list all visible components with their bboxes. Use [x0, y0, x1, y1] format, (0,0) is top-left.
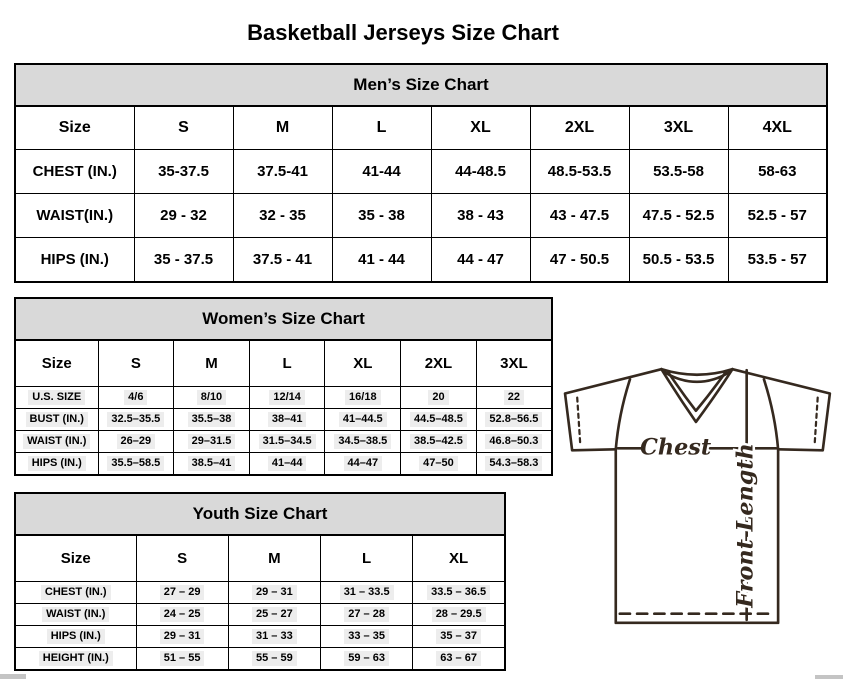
- cell-text: 63 – 67: [436, 651, 481, 666]
- size-value: [136, 582, 228, 604]
- size-value: [174, 431, 250, 453]
- youth-size-chart: [14, 492, 506, 671]
- cell-text: HIPS (IN.): [47, 629, 105, 644]
- row-label: CHEST (IN.): [15, 150, 134, 194]
- column-header: 2XL: [530, 106, 629, 150]
- cell-text: 27 – 29: [160, 585, 205, 600]
- size-value: [174, 409, 250, 431]
- size-value: 53.5 - 57: [728, 238, 827, 283]
- size-value: 52.5 - 57: [728, 194, 827, 238]
- size-value: [321, 648, 413, 671]
- size-value: 38 - 43: [431, 194, 530, 238]
- table-row: [15, 431, 552, 453]
- column-header: XL: [325, 340, 401, 387]
- cell-text: 31.5–34.5: [259, 434, 316, 449]
- cell-text: 51 – 55: [160, 651, 205, 666]
- row-label: WAIST(IN.): [15, 194, 134, 238]
- cell-text: 28 – 29.5: [432, 607, 486, 622]
- size-value: [321, 604, 413, 626]
- cell-text: CHEST (IN.): [41, 585, 111, 600]
- size-value: 44 - 47: [431, 238, 530, 283]
- page-title: Basketball Jerseys Size Chart: [247, 19, 559, 45]
- row-label: [15, 409, 98, 431]
- cell-text: BUST (IN.): [26, 412, 88, 427]
- size-table: [14, 297, 553, 476]
- cell-text: 31 – 33.5: [340, 585, 394, 600]
- size-value: 35 - 38: [332, 194, 431, 238]
- size-value: [249, 453, 325, 476]
- column-header: M: [228, 535, 320, 582]
- cell-text: 31 – 33: [252, 629, 297, 644]
- column-header: S: [134, 106, 233, 150]
- size-value: 48.5-53.5: [530, 150, 629, 194]
- size-value: 35 - 37.5: [134, 238, 233, 283]
- size-value: [98, 387, 174, 409]
- size-value: [136, 626, 228, 648]
- size-table: [14, 63, 828, 283]
- cell-text: WAIST (IN.): [42, 607, 109, 622]
- row-label: [15, 604, 136, 626]
- size-value: [325, 387, 401, 409]
- column-header: M: [233, 106, 332, 150]
- cell-text: 59 – 63: [344, 651, 389, 666]
- size-value: [98, 409, 174, 431]
- size-value: [476, 431, 552, 453]
- column-header: M: [174, 340, 250, 387]
- column-header: Size: [15, 106, 134, 150]
- table-row: [15, 238, 827, 283]
- cell-text: 38.5–41: [188, 456, 236, 471]
- size-value: [98, 453, 174, 476]
- size-value: 41 - 44: [332, 238, 431, 283]
- size-value: [476, 409, 552, 431]
- row-label: [15, 453, 98, 476]
- cell-text: 44–47: [344, 456, 383, 471]
- size-value: [228, 604, 320, 626]
- size-value: 29 - 32: [134, 194, 233, 238]
- column-header: S: [136, 535, 228, 582]
- column-header: L: [249, 340, 325, 387]
- size-value: 47 - 50.5: [530, 238, 629, 283]
- size-value: [321, 582, 413, 604]
- column-header: 2XL: [401, 340, 477, 387]
- table-row: [15, 648, 505, 671]
- table-row: [15, 150, 827, 194]
- size-value: [174, 453, 250, 476]
- cell-text: 44.5–48.5: [410, 412, 467, 427]
- cell-text: 20: [428, 390, 448, 405]
- cell-text: 41–44.5: [339, 412, 387, 427]
- size-value: [136, 604, 228, 626]
- size-value: [476, 453, 552, 476]
- size-value: 53.5-58: [629, 150, 728, 194]
- cell-text: 54.3–58.3: [485, 456, 542, 471]
- size-value: 58-63: [728, 150, 827, 194]
- size-value: [98, 431, 174, 453]
- table-row: [15, 626, 505, 648]
- cell-text: 38.5–42.5: [410, 434, 467, 449]
- cell-text: 29 – 31: [252, 585, 297, 600]
- column-header: Size: [15, 340, 98, 387]
- size-value: [228, 582, 320, 604]
- table-row: [15, 194, 827, 238]
- cell-text: 52.8–56.5: [485, 412, 542, 427]
- cell-text: 32.5–35.5: [107, 412, 164, 427]
- cell-text: 46.8–50.3: [485, 434, 542, 449]
- cell-text: 12/14: [269, 390, 305, 405]
- size-value: [401, 409, 477, 431]
- row-label: [15, 648, 136, 671]
- cell-text: HIPS (IN.): [28, 456, 86, 471]
- cell-text: 33 – 35: [344, 629, 389, 644]
- table-row: [15, 604, 505, 626]
- table-title: Youth Size Chart: [15, 493, 505, 535]
- cell-text: 34.5–38.5: [334, 434, 391, 449]
- chest-label: Chest: [640, 434, 712, 461]
- table-row: [15, 409, 552, 431]
- horizontal-scrollbar-thumb[interactable]: [0, 674, 26, 679]
- cell-text: 24 – 25: [160, 607, 205, 622]
- size-value: 37.5 - 41: [233, 238, 332, 283]
- cell-text: 41–44: [268, 456, 307, 471]
- column-header: 3XL: [629, 106, 728, 150]
- cell-text: HEIGHT (IN.): [39, 651, 113, 666]
- size-value: 35-37.5: [134, 150, 233, 194]
- table-title: Women’s Size Chart: [15, 298, 552, 340]
- jersey-outline-icon: [563, 363, 839, 629]
- column-header: S: [98, 340, 174, 387]
- womens-size-chart: [14, 297, 553, 476]
- size-value: 37.5-41: [233, 150, 332, 194]
- front-length-label: Front Length: [732, 443, 759, 608]
- cell-text: 26–29: [117, 434, 156, 449]
- column-header: L: [321, 535, 413, 582]
- table-row: [15, 582, 505, 604]
- column-header: XL: [431, 106, 530, 150]
- size-value: [413, 626, 505, 648]
- size-value: 47.5 - 52.5: [629, 194, 728, 238]
- row-label: HIPS (IN.): [15, 238, 134, 283]
- cell-text: 38–41: [268, 412, 307, 427]
- cell-text: 4/6: [124, 390, 147, 405]
- cell-text: 22: [504, 390, 524, 405]
- size-value: [174, 387, 250, 409]
- column-header: XL: [413, 535, 505, 582]
- size-value: [136, 648, 228, 671]
- cell-text: 27 – 28: [344, 607, 389, 622]
- size-value: [413, 582, 505, 604]
- size-value: 44-48.5: [431, 150, 530, 194]
- jersey-measurement-diagram: [563, 363, 839, 629]
- cell-text: 35.5–58.5: [107, 456, 164, 471]
- cell-text: 16/18: [345, 390, 381, 405]
- column-header: 4XL: [728, 106, 827, 150]
- size-value: [249, 431, 325, 453]
- table-title: Men’s Size Chart: [15, 64, 827, 106]
- column-header: 3XL: [476, 340, 552, 387]
- column-header: Size: [15, 535, 136, 582]
- row-label: [15, 387, 98, 409]
- size-value: 32 - 35: [233, 194, 332, 238]
- size-value: 43 - 47.5: [530, 194, 629, 238]
- mens-size-chart: [14, 63, 828, 283]
- size-value: 41-44: [332, 150, 431, 194]
- size-value: [228, 626, 320, 648]
- size-value: [413, 648, 505, 671]
- cell-text: 29 – 31: [160, 629, 205, 644]
- cell-text: 35.5–38: [188, 412, 236, 427]
- column-header: L: [332, 106, 431, 150]
- cell-text: 47–50: [419, 456, 458, 471]
- size-value: [325, 431, 401, 453]
- size-value: [228, 648, 320, 671]
- size-table: [14, 492, 506, 671]
- cell-text: 25 – 27: [252, 607, 297, 622]
- size-value: [249, 409, 325, 431]
- cell-text: 8/10: [197, 390, 226, 405]
- row-label: [15, 626, 136, 648]
- size-value: [321, 626, 413, 648]
- size-value: [325, 409, 401, 431]
- size-value: 50.5 - 53.5: [629, 238, 728, 283]
- row-label: [15, 431, 98, 453]
- cell-text: 33.5 – 36.5: [427, 585, 490, 600]
- size-value: [325, 453, 401, 476]
- size-value: [401, 431, 477, 453]
- cell-text: U.S. SIZE: [28, 390, 85, 405]
- size-value: [476, 387, 552, 409]
- size-value: [401, 453, 477, 476]
- table-row: [15, 387, 552, 409]
- cell-text: 29–31.5: [188, 434, 236, 449]
- horizontal-scrollbar-corner: [815, 675, 843, 679]
- cell-text: 55 – 59: [252, 651, 297, 666]
- table-row: [15, 453, 552, 476]
- row-label: [15, 582, 136, 604]
- size-value: [401, 387, 477, 409]
- cell-text: 35 – 37: [436, 629, 481, 644]
- size-value: [249, 387, 325, 409]
- size-value: [413, 604, 505, 626]
- cell-text: WAIST (IN.): [23, 434, 90, 449]
